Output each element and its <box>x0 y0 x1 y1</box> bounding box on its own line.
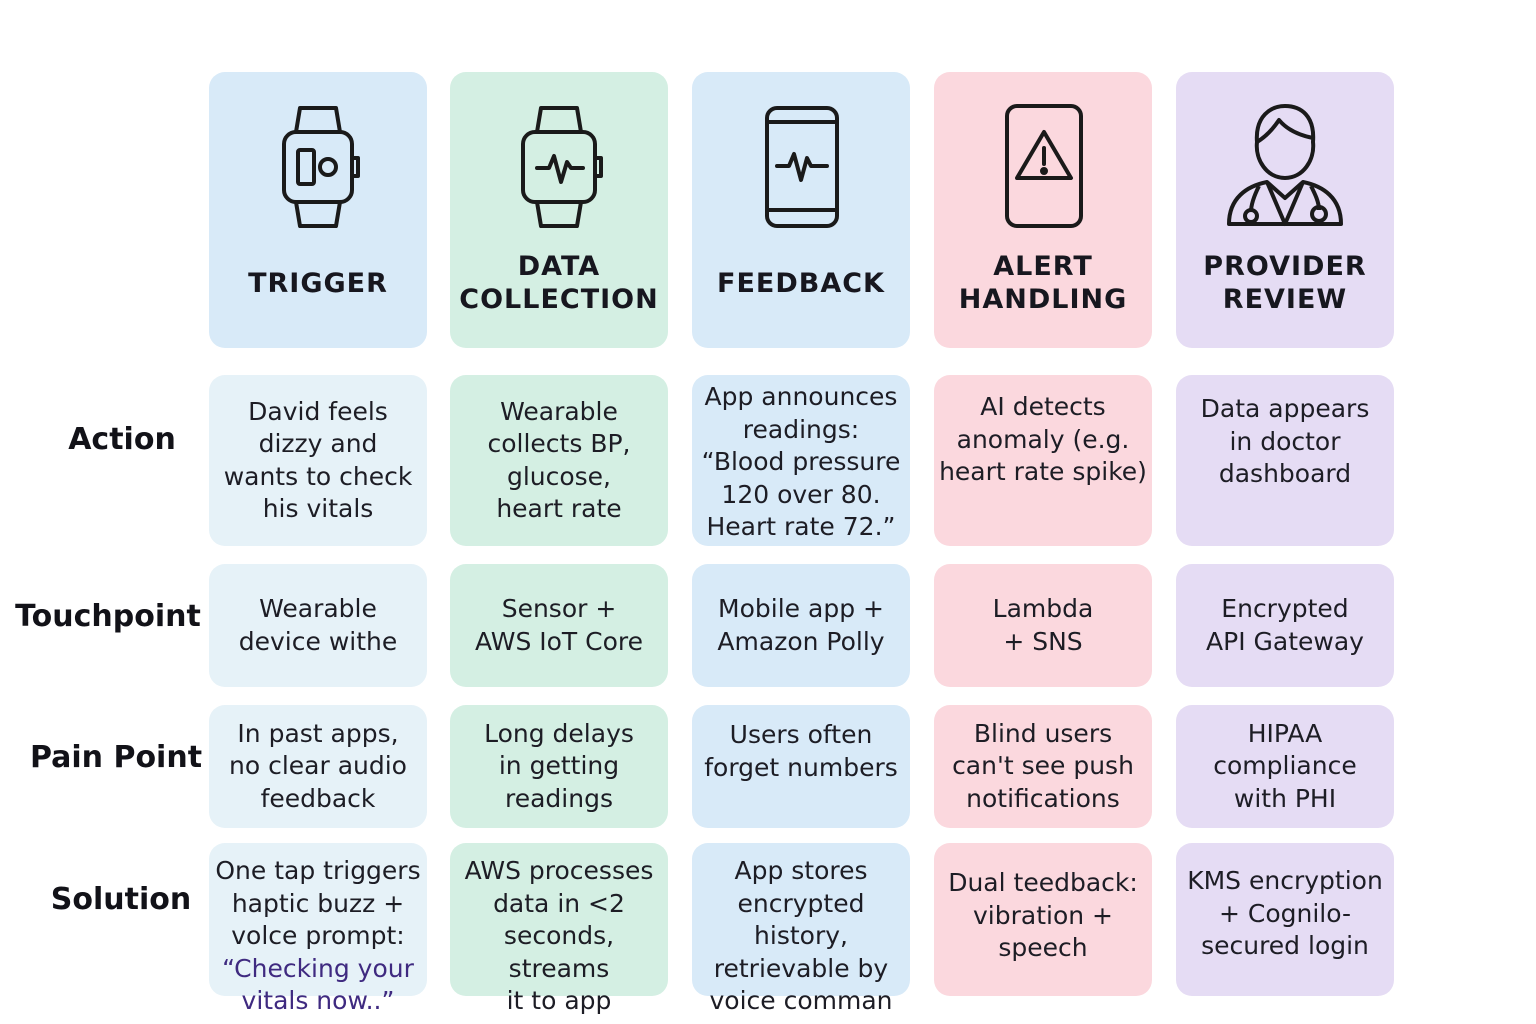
stage-card-trigger <box>209 72 427 348</box>
touchpoint-cell-trigger: Wearable device withe <box>209 564 427 687</box>
touchpoint-cell-provider-review: Encrypted API Gateway <box>1176 564 1394 687</box>
row-label-touchpoint: Touchpoint <box>15 598 201 634</box>
solution-cell-alert-handling: Dual teedback: vibration + speech <box>934 843 1152 996</box>
stage-title: ALERT HANDLING <box>958 251 1128 315</box>
touchpoint-cell-feedback: Mobile app + Amazon Polly <box>692 564 910 687</box>
stage-title: TRIGGER <box>248 267 388 299</box>
pain-point-cell-trigger: In past apps, no clear audio feedback <box>209 705 427 828</box>
row-label-pain-point: Pain Point <box>29 739 203 775</box>
action-cell-feedback: App announces readings: “Blood pressure 120 over 80. Heart rate 72.” <box>692 375 910 546</box>
solution-cell-provider-review: KMS encryption + Cognilo- secured login <box>1176 843 1394 996</box>
stage-card-data-collection <box>450 72 668 348</box>
smartwatch-icon <box>256 102 380 232</box>
pain-point-cell-provider-review: HIPAA compliance with PHI <box>1176 705 1394 828</box>
action-cell-alert-handling: AI detects anomaly (e.g. heart rate spike) <box>934 375 1152 546</box>
phone-alert-icon <box>981 102 1105 232</box>
touchpoint-cell-data-collection: Sensor + AWS IoT Core <box>450 564 668 687</box>
solution-cell-data-collection: AWS processes data in <2 seconds, streams it to app <box>450 843 668 996</box>
action-cell-data-collection: Wearable collects BP, glucose, heart rate <box>450 375 668 546</box>
doctor-icon <box>1223 102 1347 232</box>
stage-card-feedback <box>692 72 910 348</box>
pain-point-cell-feedback: Users often forget numbers <box>692 705 910 828</box>
pain-point-cell-alert-handling: Blind users can't see push notifications <box>934 705 1152 828</box>
stage-title: DATA COLLECTION <box>459 251 659 315</box>
row-label-solution: Solution <box>50 881 192 917</box>
stage-title: PROVIDER REVIEW <box>1203 251 1367 315</box>
touchpoint-cell-alert-handling: Lambda + SNS <box>934 564 1152 687</box>
phone-heartbeat-icon <box>739 102 863 232</box>
voice-prompt-quote: “Checking your vitals now..” <box>222 953 414 1015</box>
stage-card-alert-handling <box>934 72 1152 348</box>
stage-card-provider-review <box>1176 72 1394 348</box>
solution-cell-trigger <box>209 843 427 1015</box>
action-cell-trigger: David feels dizzy and wants to check his vitals <box>209 375 427 546</box>
solution-cell-feedback: App stores encrypted history, retrievable by voice comman <box>692 843 910 996</box>
action-cell-provider-review: Data appears in doctor dashboard <box>1176 375 1394 546</box>
smartwatch-heartbeat-icon <box>497 102 621 232</box>
pain-point-cell-data-collection: Long delays in getting readings <box>450 705 668 828</box>
solution-text: One tap triggers haptic buzz + volce prompt: <box>215 856 421 950</box>
stage-title: FEEDBACK <box>717 267 885 299</box>
row-label-action: Action <box>68 421 176 457</box>
